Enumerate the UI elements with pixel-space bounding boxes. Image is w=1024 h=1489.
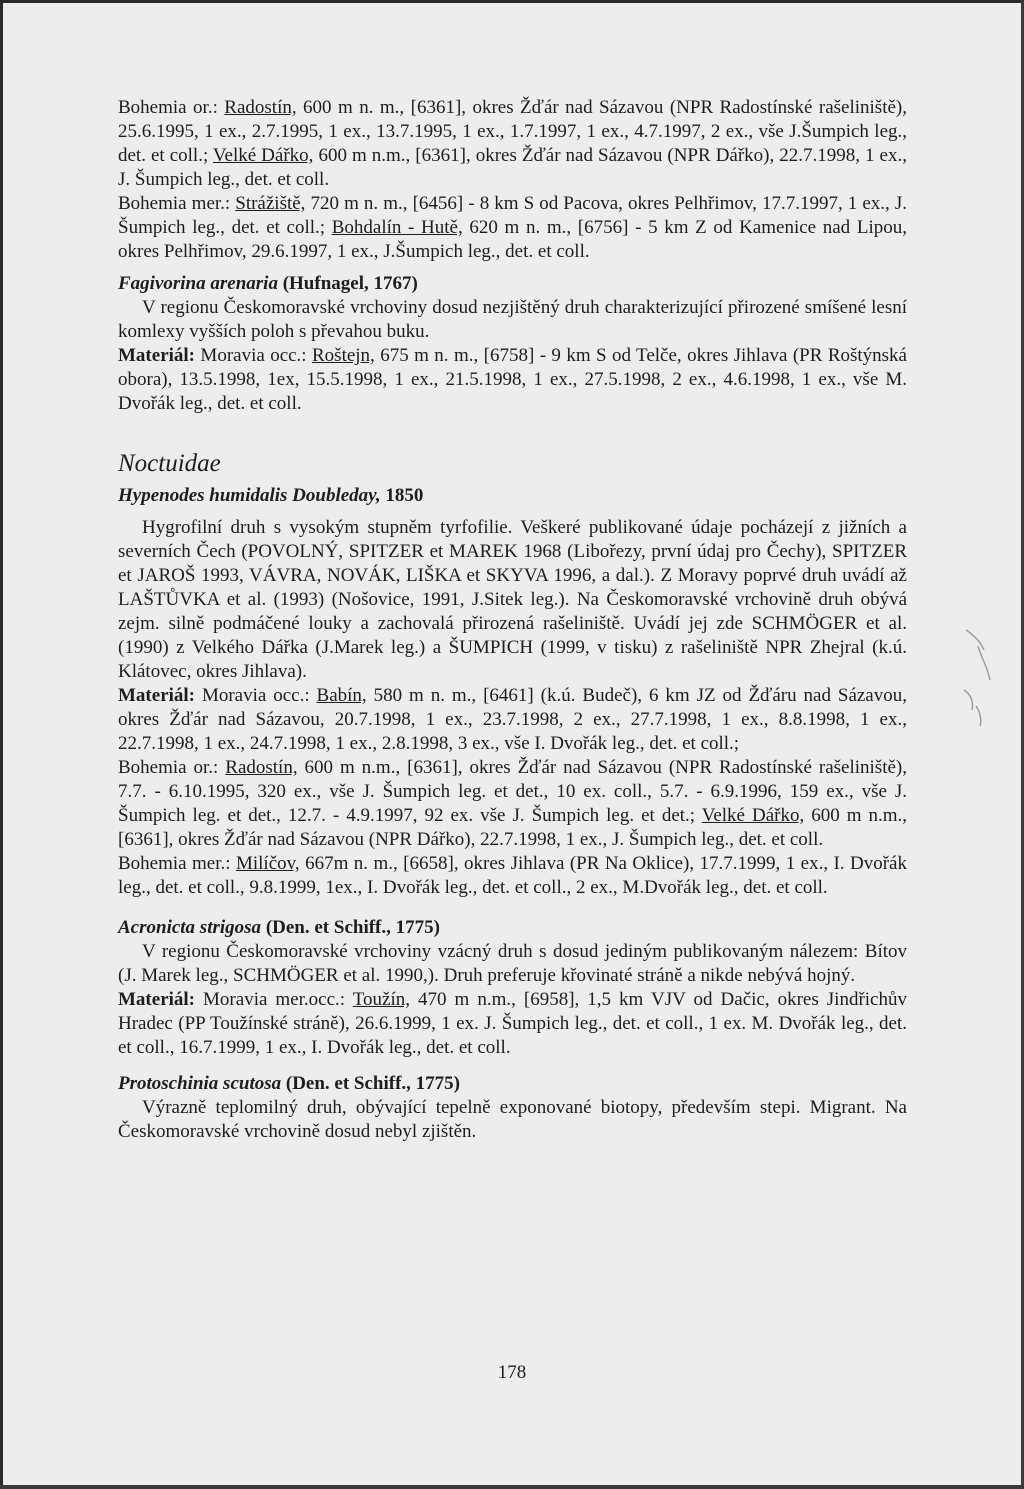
region-label: Moravia occ.: bbox=[195, 345, 312, 366]
region-label: Bohemia mer.: bbox=[118, 193, 236, 214]
species-name: Acronicta strigosa bbox=[118, 917, 262, 938]
species-author: (Hufnagel, 1767) bbox=[277, 273, 418, 294]
species-description: Výrazně teplomilný druh, obývající tepelně exponované biotopy, především stepi. Migrant. Na Českomoravské vrchovině dosud nebyl zjištěn. bbox=[118, 1097, 907, 1142]
region-label: Bohemia or.: bbox=[118, 757, 226, 778]
species-fagivorina bbox=[118, 272, 907, 416]
record-paragraph bbox=[118, 96, 907, 192]
record-text: 667m n. m., [6658], okres Jihlava (PR Na Oklice), 17.7.1999, 1 ex., I. Dvořák leg., det. et coll., 9.8.1999, 1ex., I. Dvořák leg., det. et coll., 2 ex., M.Dvořák leg., det. et coll. bbox=[118, 853, 907, 898]
species-heading bbox=[118, 484, 907, 508]
record-paragraph bbox=[118, 192, 907, 264]
region-label: Moravia mer.occ.: bbox=[195, 989, 353, 1010]
species-protoschinia bbox=[118, 1072, 907, 1144]
record-paragraph bbox=[118, 756, 907, 852]
locality-name: Milíčov, bbox=[235, 853, 300, 874]
material-label: Materiál: bbox=[118, 685, 196, 706]
record-text: 600 m n.m., [6361], okres Žďár nad Sázavou (NPR Radostínské rašeliniště), 7.7. - 6.10.1995, 320 ex., vše J. Šumpich leg. et det., 10 ex. coll., 5.7. - 6.9.1996, 159 ex., vše J. Šumpich leg. et det., 12.7. - 4.9.1997, 92 ex. vše J. Šumpich leg. et det.; bbox=[118, 757, 907, 826]
record-text: 470 m n.m., [6958], 1,5 km VJV od Dačic, okres Jindřichův Hradec (PP Toužínské stráně), 26.6.1999, 1 ex. J. Šumpich leg., det. et coll., 1 ex. M. Dvořák leg., det. et coll., 16.7.1999, 1 ex., I. Dvořák leg., det. et coll. bbox=[118, 989, 907, 1058]
locality-name: Radostín, bbox=[225, 757, 298, 778]
locality-name: Roštejn, bbox=[312, 345, 375, 366]
record-text: 675 m n. m., [6758] - 9 km S od Telče, okres Jihlava (PR Roštýnská obora), 13.5.1998, 1ex, 15.5.1998, 1 ex., 21.5.1998, 1 ex., 27.5.1998, 2 ex., 4.6.1998, 1 ex., vše M. Dvořák leg., det. et coll. bbox=[118, 345, 907, 414]
locality-name: Babín, bbox=[316, 685, 367, 706]
species-heading bbox=[118, 916, 907, 940]
record-text: 580 m n. m., [6461] (k.ú. Budeč), 6 km JZ od Žďáru nad Sázavou, okres Žďár nad Sázavou, 20.7.1998, 1 ex., 23.7.1998, 2 ex., 27.7.1998, 1 ex., 8.8.1998, 1 ex., 22.7.1998, 1 ex., 24.7.1998, 1 ex., 2.8.1998, 3 ex., vše I. Dvořák leg., det. et coll.; bbox=[118, 685, 907, 754]
scan-edge-bottom bbox=[0, 1485, 1024, 1489]
locality-name: Velké Dářko, bbox=[701, 805, 805, 826]
record-text: 720 m n. m., [6456] - 8 km S od Pacova, okres Pelhřimov, 17.7.1997, 1 ex., J. Šumpich leg., det. et coll.; bbox=[118, 193, 907, 238]
region-label: Bohemia mer.: bbox=[118, 853, 236, 874]
locality-name: Velké Dářko, bbox=[212, 145, 314, 166]
species-name: Hypenodes humidalis Doubleday, bbox=[118, 485, 381, 506]
species-author: (Den. et Schiff., 1775) bbox=[281, 1073, 461, 1094]
margin-scribble bbox=[958, 620, 998, 730]
material-paragraph bbox=[118, 988, 907, 1060]
species-description: V regionu Českomoravské vrchoviny vzácný druh s dosud jediným publikovaným nálezem: Bítov (J. Marek leg., SCHMÖGER et al. 1990,). Druh preferuje křovinaté stráně a nikde nebývá hojný. bbox=[118, 941, 907, 986]
locality-name: Toužín, bbox=[352, 989, 410, 1010]
region-label: Bohemia or.: bbox=[118, 97, 225, 118]
page-number: 178 bbox=[497, 1362, 527, 1383]
species-author: 1850 bbox=[380, 485, 424, 506]
material-paragraph bbox=[118, 684, 907, 756]
record-text: 620 m n. m., [6756] - 5 km Z od Kamenice nad Lipou, okres Pelhřimov, 29.6.1997, 1 ex., J.Šumpich leg., det. et coll. bbox=[118, 217, 907, 262]
species-name: Fagivorina arenaria bbox=[118, 273, 278, 294]
scan-edge-left bbox=[0, 0, 3, 1489]
species-heading bbox=[118, 1072, 907, 1096]
species-acronicta bbox=[118, 916, 907, 1060]
region-label: Moravia occ.: bbox=[195, 685, 317, 706]
material-label: Materiál: bbox=[118, 989, 196, 1010]
record-text: 600 m n.m., [6361], okres Žďár nad Sázavou (NPR Dářko), 22.7.1998, 1 ex., J. Šumpich leg., det. et coll. bbox=[118, 145, 907, 190]
intro-records bbox=[118, 96, 907, 264]
record-text: 600 m n. m., [6361], okres Žďár nad Sázavou (NPR Radostínské rašeliniště), 25.6.1995, 1 ex., 2.7.1995, 1 ex., 13.7.1995, 1 ex., 1.7.1997, 1 ex., 4.7.1997, 2 ex., vše J.Šumpich leg., det. et coll.; bbox=[118, 97, 907, 166]
species-description: V regionu Českomoravské vrchoviny dosud nezjištěný druh charakterizující přirozené smíšené lesní komlexy vyšších poloh s převahou buku. bbox=[118, 297, 907, 342]
locality-name: Radostín, bbox=[224, 97, 297, 118]
scan-edge-top bbox=[0, 0, 1024, 3]
page-content bbox=[118, 96, 907, 1144]
material-label: Materiál: bbox=[118, 345, 196, 366]
record-paragraph bbox=[118, 852, 907, 900]
locality-name: Strážiště, bbox=[235, 193, 306, 214]
record-text: 600 m n.m., [6361], okres Žďár nad Sázavou (NPR Dářko), 22.7.1998, 1 ex., J. Šumpich leg., det. et coll. bbox=[118, 805, 908, 850]
species-name: Protoschinia scutosa bbox=[118, 1073, 282, 1094]
locality-name: Bohdalín - Hutě, bbox=[331, 217, 463, 238]
species-heading bbox=[118, 272, 907, 296]
species-author: (Den. et Schiff., 1775) bbox=[261, 917, 440, 938]
material-paragraph bbox=[118, 344, 907, 416]
species-description: Hygrofilní druh s vysokým stupněm tyrfofilie. Veškeré publikované údaje pocházejí z jižních a severních Čech (POVOLNÝ, SPITZER et MAREK 1968 (Libořezy, první údaj pro Čechy), SPITZER et JAROŠ 1993, VÁVRA, NOVÁK, LIŠKA et SKYVA 1996, a dal.). Z Moravy poprvé druh uvádí až LAŠTŮVKA et al. (1993) (Nošovice, 1991, J.Sitek leg.). Na Českomoravské vrchovině druh obývá zejm. silně podmáčené louky a zachovalá přirozená rašeliniště. Uvádí jej zde SCHMÖGER et al. (1990) z Velkého Dářka (J.Marek leg.) a ŠUMPICH (1999, v tisku) z rašeliniště NPR Zhejral (k.ú. Klátovec, okres Jihlava). bbox=[118, 517, 907, 682]
family-heading: Noctuidae bbox=[118, 450, 221, 477]
species-hypenodes bbox=[118, 484, 907, 900]
